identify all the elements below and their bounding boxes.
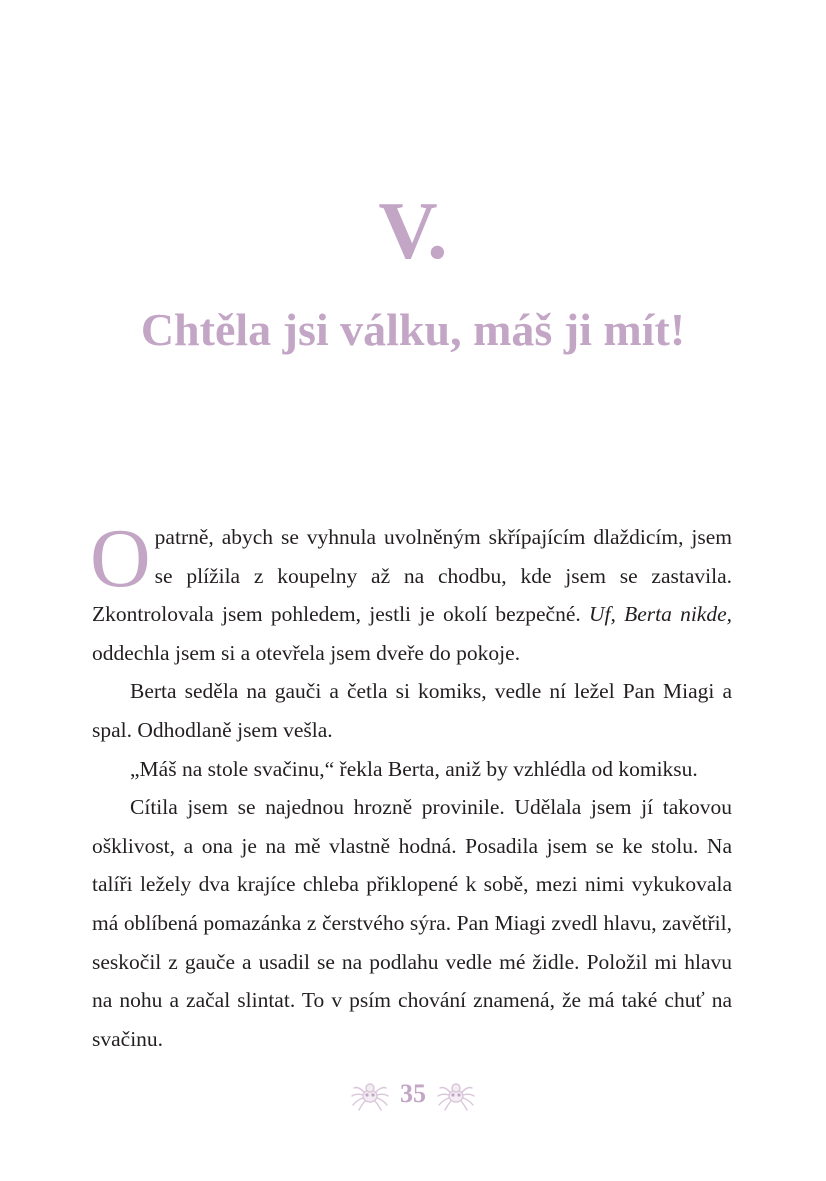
chapter-number: V.: [378, 185, 448, 276]
paragraph-1-text-b: oddechla jsem si a otevřela jsem dveře do pokoje.: [92, 640, 521, 665]
body-text: [90, 512, 733, 1058]
chapter-title: Chtěla jsi válku, máš ji mít!: [140, 304, 686, 355]
paragraph-3: „Máš na stole svačinu,“ řekla Berta, aniž by vzhlédla od komiksu.: [130, 756, 698, 781]
drop-cap: O: [90, 512, 151, 605]
paragraph-1-text-a: patrně, abych se vyhnula uvolněným skřípajícím dlaždicím, jsem se plížila z koupelny až na chodbu, kde jsem se zastavila. Zkontrolovala jsem pohledem, jestli je okolí bezpečné.: [92, 525, 732, 627]
paragraph-2: Berta seděla na gauči a četla si komiks, vedle ní ležel Pan Miagi a spal. Odhodlaně jsem vešla.: [92, 679, 732, 742]
paragraph-1: [90, 512, 733, 672]
paragraph-1-italic: Uf, Berta nikde,: [588, 602, 733, 627]
page-number: 35: [400, 1079, 426, 1108]
spider-icon: [350, 1076, 390, 1112]
paragraph-4: Cítila jsem se najednou hrozně provinile. Udělala jsem jí takovou ošklivost, a ona je na mě vlastně hodná. Posadila jsem se ke stolu. Na talíři ležely dva krajíce chleba přiklopené k sobě, mezi nimi vykukovala má oblíbená pomazánka z čerstvého sýra. Pan Miagi zvedl hlavu, zavětřil, seskočil z gauče a usadil se na podlahu vedle mé židle. Položil mi hlavu na nohu a začal slintat. To v psím chování znamená, že má také chuť na svačinu.: [92, 795, 732, 1051]
spider-icon: [436, 1076, 476, 1112]
page-footer: [0, 1076, 826, 1112]
